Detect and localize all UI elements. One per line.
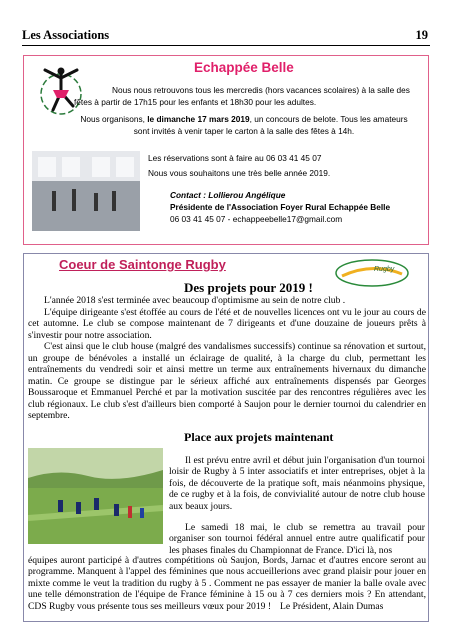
schedule-text (74, 84, 414, 108)
hall-photo (32, 151, 140, 231)
contact-name: Contact : Lollierou Angélique (170, 190, 286, 200)
paragraph-4: Il est prévu entre avril et début juin l'organisation d'un tournoi loisir de Rugby à 5 inter associatifs et inter entreprises, objet à la fois, de découverte de la pratique soft, mais néanmoins physique, de ce rugby et à la fois, de convivialité autour de notre club house aux beaux jours. (169, 454, 425, 512)
wishes-text: Nous vous souhaitons une très belle année 2019. (148, 168, 331, 178)
paragraph-1: L'année 2018 s'est terminée avec beaucoup d'optimisme au sein de notre club . (44, 295, 346, 306)
rugby-title: Coeur de Saintonge Rugby (59, 257, 226, 272)
rugby-logo-text: Rugby (374, 266, 395, 273)
rugby-field-photo (28, 448, 163, 544)
rugby-logo-icon (334, 258, 410, 288)
page-header (22, 24, 430, 46)
header-rule (22, 45, 430, 46)
contact-details: 06 03 41 45 07 - echappeebelle17@gmail.com (170, 214, 343, 224)
paragraph-3: C'est ainsi que le club house (malgré des vandalismes successifs) continue sa rénovation et surtout, un groupe de bénévoles a installé un éclairage de qualité, à la charge du club, permettant les entraînements du vendredi soir et ainsi mettre un terme aux entraînements hivernaux du dimanche matin. Ce groupe se distingue par le sérieux affiché aux entraînements dispensés par Georges Boussaroque et Emmanuel Perché et par la motivation suscitée par des rencontres régulières avec les club régionaux. Le club s'est d'ailleurs bien comporté à Saujon pour le dernier tournoi du calendrier en septembre. (28, 341, 426, 421)
belote-text-c: , un concours de belote. Tous les amateurs sont invités à venir taper le carton à la salle des fêtes à 14h. (133, 114, 408, 136)
page-number: 19 (415, 28, 428, 42)
echappee-belle-box (23, 55, 429, 245)
heading-projects: Des projets pour 2019 ! (184, 280, 313, 295)
paragraph-5a: Le samedi 18 mai, le club se remettra au travail pour organiser son tournoi fédéral annuel entre autre qualificatif pour les phases finales du Championnat de France. D'ici là, nos (169, 521, 425, 556)
echappee-title: Echappée Belle (194, 60, 294, 75)
contact-role: Présidente de l'Association Foyer Rural Echappée Belle (170, 202, 391, 212)
belote-text-a: Nous organisons, (80, 114, 148, 124)
contact-block (170, 189, 390, 225)
schedule-text-content: Nous nous retrouvons tous les mercredis (hors vacances scolaires) à la salle des fêtes à partir de 17h15 pour les enfants et 18h30 pour les adultes. (74, 85, 410, 107)
reservation-text: Les réservations sont à faire au 06 03 41 45 07 (148, 153, 322, 163)
belote-text (79, 113, 409, 137)
heading-new-projects: Place aux projets maintenant (184, 430, 334, 444)
belote-date: le dimanche 17 mars 2019 (147, 114, 250, 124)
paragraph-5b: équipes auront participé à d'autres compétitions où Saujon, Bords, Jarnac et d'autres encore seront au programme. Manquent à l'appel des féminines que nous accueillerions avec grand plaisir pour jouer en mixte comme le veut la tradition du rugby à 5 . Comment ne pas essayer de manier la balle ovale avec une telle démonstration de l'équipe de France féminine à 15 ou à 7 ces derniers mois ? En attendant, CDS Rugby vous présente tous ses meilleurs vœux pour 2019 ! (28, 554, 426, 612)
rugby-box (23, 253, 429, 622)
section-title: Les Associations (22, 28, 110, 42)
signature: Le Président, Alain Dumas (280, 601, 384, 612)
rugby-intro (28, 295, 426, 422)
paragraph-2: L'équipe dirigeante s'est étoffée au cours de l'été et de nouvelles licences ont vu le jour au cours de cet automne. Le club se compose maintenant de 7 dirigeants et d'une douzaine de joueurs prêts à s'investir pour notre association. (28, 306, 426, 341)
